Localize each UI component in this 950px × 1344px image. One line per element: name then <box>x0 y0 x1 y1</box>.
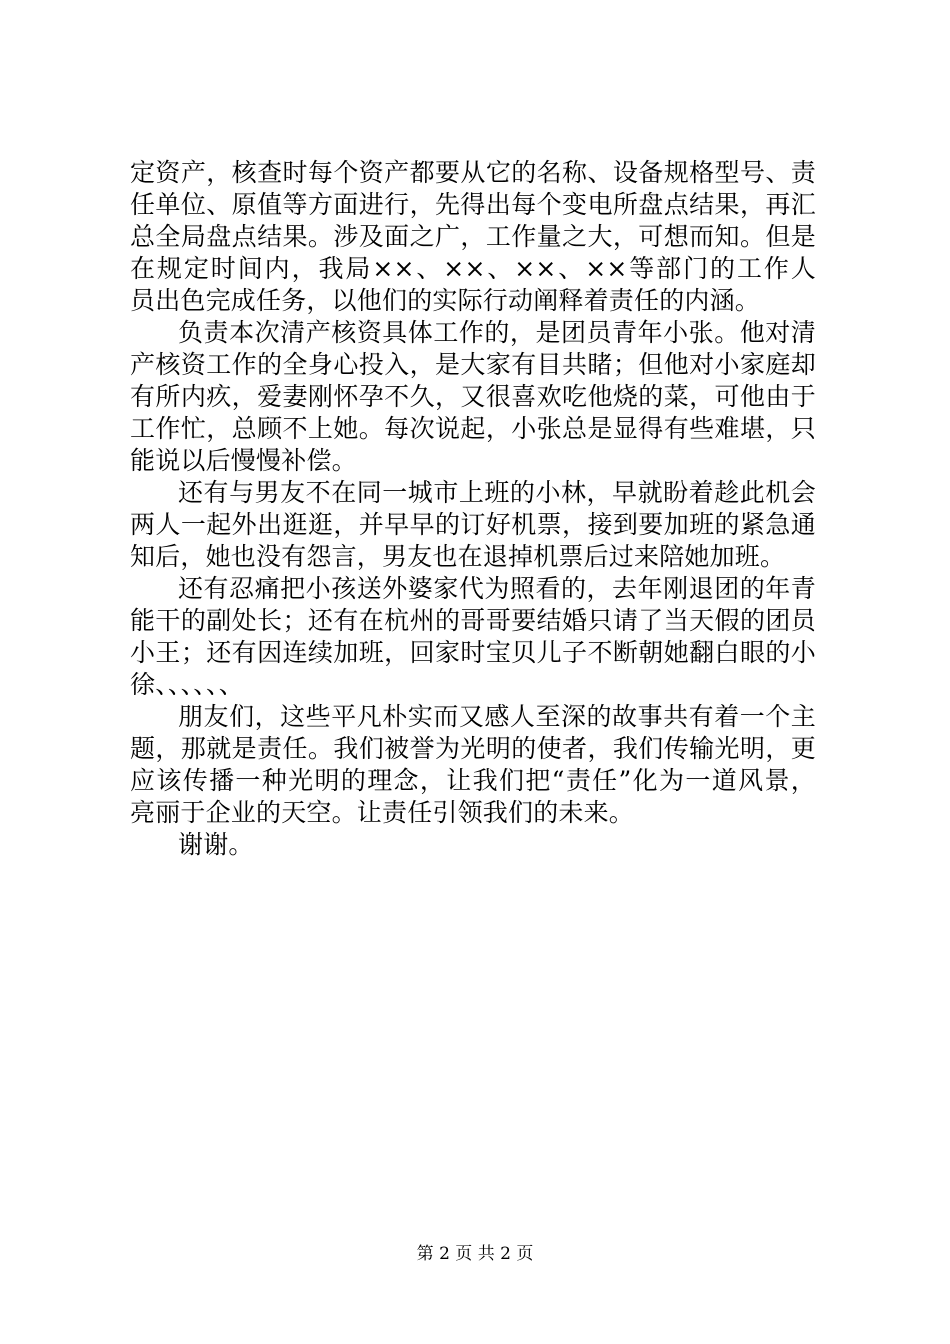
text-line: 总全局盘点结果。涉及面之广，工作量之大，可想而知。但是 <box>130 222 816 251</box>
text-line: 徐、、、、、、 <box>130 670 244 699</box>
closing-line: 谢谢。 <box>178 830 254 859</box>
paragraph-first-line: 还有忍痛把小孩送外婆家代为照看的，去年刚退团的年青 <box>178 574 816 603</box>
text-line: 任单位、原值等方面进行，先得出每个变电所盘点结果，再汇 <box>130 190 816 219</box>
paragraph-first-line: 朋友们，这些平凡朴实而又感人至深的故事共有着一个主 <box>178 702 816 731</box>
text-line: 员出色完成任务，以他们的实际行动阐释着责任的内涵。 <box>130 286 761 315</box>
paragraph-first-line: 还有与男友不在同一城市上班的小林，早就盼着趁此机会 <box>178 478 816 507</box>
text-line: 小王；还有因连续加班，回家时宝贝儿子不断朝她翻白眼的小 <box>130 638 816 667</box>
text-line: 有所内疚，爱妻刚怀孕不久，又很喜欢吃他烧的菜，可他由于 <box>130 382 816 411</box>
text-line: 亮丽于企业的天空。让责任引领我们的未来。 <box>130 798 635 827</box>
text-line: 题，那就是责任。我们被誉为光明的使者，我们传输光明，更 <box>130 734 816 763</box>
text-line: 应该传播一种光明的理念，让我们把“责任”化为一道风景， <box>130 766 816 795</box>
text-line: 能干的副处长；还有在杭州的哥哥要结婚只请了当天假的团员 <box>130 606 816 635</box>
text-line: 在规定时间内，我局××、××、××、××等部门的工作人 <box>130 254 816 283</box>
text-line: 产核资工作的全身心投入，是大家有目共睹；但他对小家庭却 <box>130 350 816 379</box>
text-line: 知后，她也没有怨言，男友也在退掉机票后过来陪她加班。 <box>130 542 786 571</box>
text-line: 两人一起外出逛逛，并早早的订好机票，接到要加班的紧急通 <box>130 510 816 539</box>
text-line: 定资产，核查时每个资产都要从它的名称、设备规格型号、责 <box>130 158 816 187</box>
paragraph-first-line: 负责本次清产核资具体工作的，是团员青年小张。他对清 <box>178 318 816 347</box>
text-line: 能说以后慢慢补偿。 <box>130 446 357 475</box>
text-line: 工作忙，总顾不上她。每次说起，小张总是显得有些难堪，只 <box>130 414 816 443</box>
page-footer <box>0 1243 950 1265</box>
page-number-label: 第 2 页 共 2 页 <box>416 1244 534 1264</box>
document-body <box>130 157 816 861</box>
